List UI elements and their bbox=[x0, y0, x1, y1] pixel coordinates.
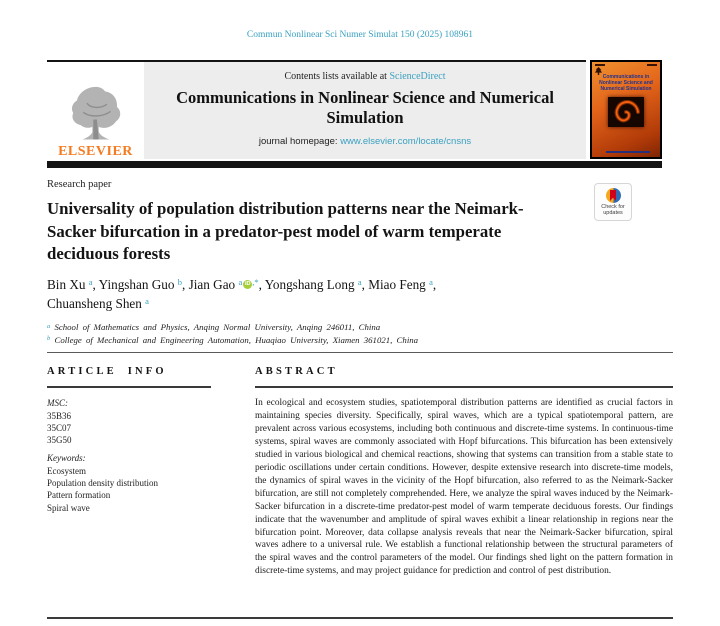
cover-journal-title: Communications in Nonlinear Science and Numerical Simulation bbox=[599, 74, 653, 92]
author-affiliation-sup: b bbox=[177, 276, 183, 287]
article-info-rule bbox=[47, 386, 211, 388]
crossmark-icon bbox=[606, 188, 621, 203]
article-title: Universality of population distribution patterns near the Neimark-Sacker bifurcation in a predator-pest model of warm temperate deciduous forests bbox=[47, 199, 524, 263]
author-affiliation-sup: a bbox=[357, 276, 362, 287]
affiliation: $^a$ School of Mathematics and Physics, Anqing Normal University, Anqing 246011, China bbox=[47, 322, 381, 332]
homepage-link[interactable]: www.elsevier.com/locate/cnsns bbox=[340, 136, 472, 147]
keywords-label: Keywords: bbox=[47, 453, 86, 464]
article-info-column bbox=[47, 366, 211, 578]
banner-main bbox=[144, 62, 586, 159]
msc-code: 35G50 bbox=[47, 435, 72, 446]
author-list bbox=[47, 276, 595, 314]
journal-cover-thumbnail[interactable] bbox=[590, 60, 662, 159]
abstract-column bbox=[255, 366, 673, 578]
affiliation: $^b$ College of Mechanical and Engineering Automation, Huaqiao University, Xiamen 361021, China bbox=[47, 334, 419, 345]
contents-prefix: Contents lists available at bbox=[284, 71, 390, 82]
cover-spiral-image bbox=[608, 97, 644, 127]
homepage-line bbox=[144, 136, 586, 147]
journal-cover-art bbox=[592, 62, 660, 157]
homepage-prefix: journal homepage: bbox=[258, 136, 341, 147]
author-affiliation-sup: a bbox=[429, 276, 433, 287]
author-affiliation-sup: a bbox=[145, 295, 149, 306]
check-updates-label: Check for updates bbox=[601, 204, 625, 217]
elsevier-tree-icon bbox=[68, 85, 124, 145]
page-bottom-rule bbox=[47, 617, 673, 619]
article-type-label: Research paper bbox=[47, 179, 112, 190]
abstract-rule bbox=[255, 386, 673, 388]
msc-code: 35C07 bbox=[47, 422, 72, 433]
author-line: Chuansheng Shen $^a$ bbox=[47, 295, 149, 311]
keyword-list bbox=[47, 465, 211, 514]
info-abstract-columns bbox=[47, 366, 673, 578]
abstract-heading: ABSTRACT bbox=[255, 366, 338, 377]
affiliation-divider bbox=[47, 352, 673, 353]
affiliation-sup: a bbox=[47, 322, 51, 330]
keyword: Spiral wave bbox=[47, 502, 90, 513]
orcid-icon[interactable]: iD bbox=[244, 281, 251, 287]
cover-top-marks bbox=[592, 62, 660, 66]
keyword: Ecosystem bbox=[47, 465, 86, 476]
banner-divider-bar bbox=[47, 161, 662, 168]
affiliation-sup: b bbox=[47, 335, 51, 343]
article-info-heading: ARTICLE INFO bbox=[47, 366, 167, 377]
msc-code: 35B36 bbox=[47, 410, 72, 421]
sciencedirect-link[interactable]: ScienceDirect bbox=[389, 71, 446, 82]
abstract-text: In ecological and ecosystem studies, spatiotemporal distribution patterns are identified as crucial factors in maintaining species diversity. Specifically, spiral waves, which are a typical spatiotemporal pattern, are prevalent across various ecosystems, including both continuous and discrete-time systems. In continuous-time systems, spiral waves are commonly associated with Hopf bifurcations. This bifurcation has been extensively studied in various biological and chemical reactions, showing that systems can transition from a stable state to periodic oscillations under certain conditions. However, despite extensive research into discrete-time models, the dynamics of spiral waves in the vicinity of the Hopf bifurcation, also referred to as the Neimark-Sacker bifurcation, are still not completely comprehended. Here, we analyze the spiral waves induced by the Neimark-Sacker bifurcation in a discrete-time predator-pest model of warm temperate deciduous forests. Our findings indicate that the wavenumber and amplitude of spiral waves exhibit a linear relationship in regions near the bifurcation point. Moreover, data collapse analysis reveals that near the Neimark-Sacker bifurcation, spiral waves adhere to a universal rule. We establish a functional relationship between the structural parameters of the spiral waves and the control parameters of the model. Our findings shed light on the pattern formation in discrete-time systems, and may project guidance for prediction and control of pest distribution. bbox=[255, 398, 673, 577]
author-affiliation-sup: a bbox=[238, 276, 243, 287]
elsevier-logo[interactable] bbox=[47, 62, 144, 159]
journal-title: Communications in Nonlinear Science and Numerical Simulation bbox=[176, 88, 554, 127]
check-for-updates-badge[interactable] bbox=[594, 183, 632, 221]
cover-footer-text bbox=[606, 151, 650, 153]
crossmark-bookmark-icon bbox=[610, 190, 616, 201]
corresponding-author-sup: ,* bbox=[252, 276, 259, 287]
journal-banner bbox=[47, 60, 586, 159]
author-line: Bin Xu $^a$, Yingshan Guo $^b$, Jian Gao $^a$ iD ,*, Yongshang Long $^a$, Miao Feng $^a$, bbox=[47, 276, 437, 292]
keyword: Population density distribution bbox=[47, 478, 159, 489]
author-affiliation-sup: a bbox=[88, 276, 93, 287]
elsevier-wordmark: ELSEVIER bbox=[58, 144, 133, 159]
keyword: Pattern formation bbox=[47, 490, 111, 501]
msc-list bbox=[47, 410, 211, 447]
contents-line bbox=[144, 71, 586, 82]
affiliation-list bbox=[47, 322, 607, 348]
journal-citation: Commun Nonlinear Sci Numer Simulat 150 (2025) 108961 bbox=[246, 30, 474, 40]
msc-label: MSC: bbox=[47, 398, 68, 408]
